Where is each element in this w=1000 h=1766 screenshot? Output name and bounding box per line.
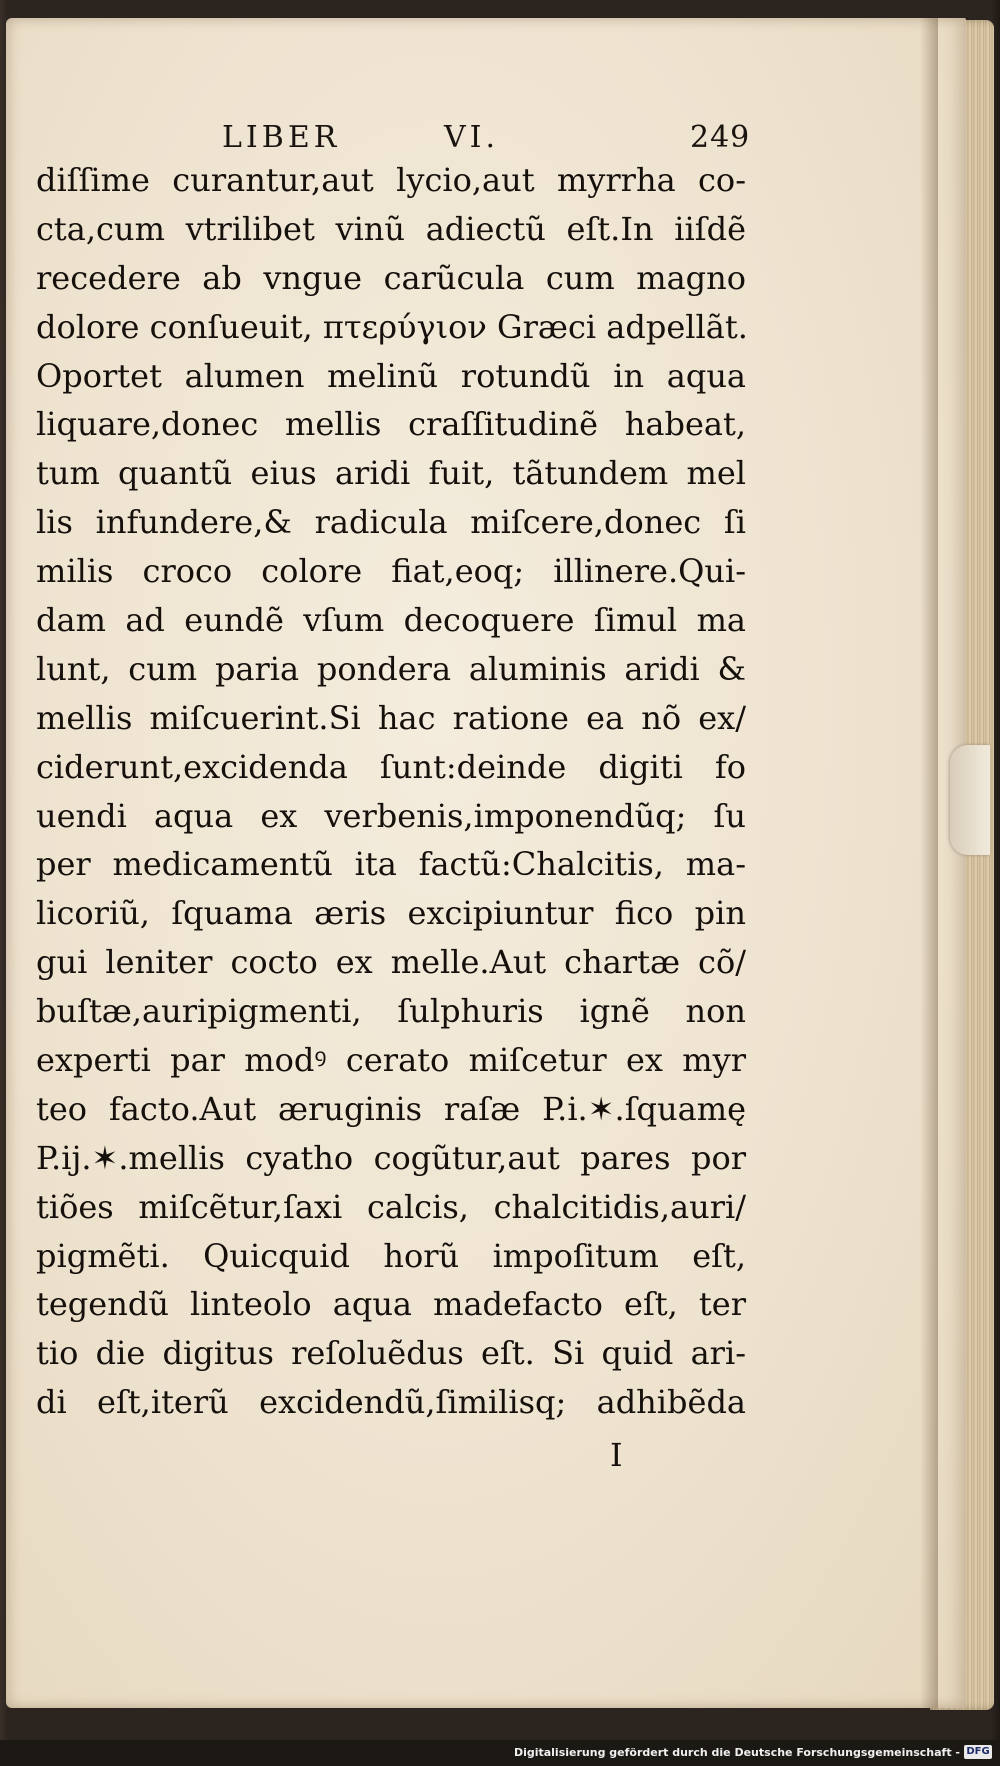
text-line: milis croco colore fiat,eoq; illinere.Qui- — [36, 552, 746, 591]
text-line: dolore conſueuit, πτερύγιον Græci adpellãt. — [36, 307, 748, 346]
text-line: diſſime curantur,aut lycio,aut myrrha co- — [36, 161, 746, 199]
text-line: uendi aqua ex verbenis,imponendũq; ſu — [36, 796, 746, 835]
text-line: tum quantũ eius aridi fuit, tãtundem mel — [36, 454, 746, 493]
text-line: recedere ab vngue carũcula cum magno — [36, 258, 746, 297]
text-line: tio die digitus reſoluẽdus eſt. Si quid ari- — [36, 1334, 746, 1373]
book-number: VI. — [444, 120, 500, 155]
text-line: cta,cum vtrilibet vinũ adiectũ eſt.In iiſdẽ — [36, 209, 746, 248]
text-line: experti par modꝰ cerato miſcetur ex myr — [36, 1041, 746, 1080]
catchword: I — [610, 1436, 623, 1474]
text-line: P.ij.✶.mellis cyatho cogũtur,aut pares por — [36, 1138, 746, 1177]
text-line: mellis miſcuerint.Si hac ratione ea nõ ex/ — [36, 698, 746, 737]
body-text — [36, 156, 746, 1427]
text-line: buſtæ,auripigmenti, ſulphuris ignẽ non — [36, 992, 746, 1031]
text-line: per medicamentũ ita factũ:Chalcitis, ma- — [36, 845, 746, 884]
running-title: LIBER — [222, 120, 341, 155]
text-line: gui leniter cocto ex melle.Aut chartæ cõ/ — [36, 943, 746, 982]
text-line: lunt, cum paria pondera aluminis aridi & — [36, 649, 746, 688]
text-line: pigmẽti. Quicquid horũ impoſitum eſt, — [36, 1236, 746, 1275]
dfg-logo: DFG — [964, 1745, 992, 1759]
text-line: lis infundere,& radicula miſcere,donec ſi — [36, 503, 746, 542]
text-line: licoriũ, ſquama æris excipiuntur fico pin — [36, 894, 746, 933]
text-line: liquare,donec mellis craſſitudinẽ habeat, — [36, 405, 746, 444]
text-line: di eſt,iterũ excidendũ,ſimilisq; adhibẽda — [36, 1383, 746, 1422]
text-line: Oportet alumen melinũ rotundũ in aqua — [36, 356, 746, 395]
text-line: tegendũ linteolo aqua madefacto eſt, ter — [36, 1285, 746, 1324]
running-header — [222, 120, 751, 160]
digitization-credit: Digitalisierung gefördert durch die Deutsche Forschungsgemeinschaft - — [513, 1746, 960, 1759]
page-shadow — [920, 18, 938, 1708]
page-number: 249 — [690, 120, 751, 155]
text-line: teo facto.Aut æruginis raſæ P.i.✶.ſquamę — [36, 1089, 746, 1128]
text-line: tiões miſcẽtur,ſaxi calcis, chalcitidis,auri/ — [36, 1187, 746, 1226]
page-tab-marker — [950, 745, 990, 855]
text-line: ciderunt,excidenda ſunt:deinde digiti fo — [36, 747, 746, 786]
text-line: dam ad eundẽ vſum decoquere ſimul ma — [36, 601, 746, 640]
